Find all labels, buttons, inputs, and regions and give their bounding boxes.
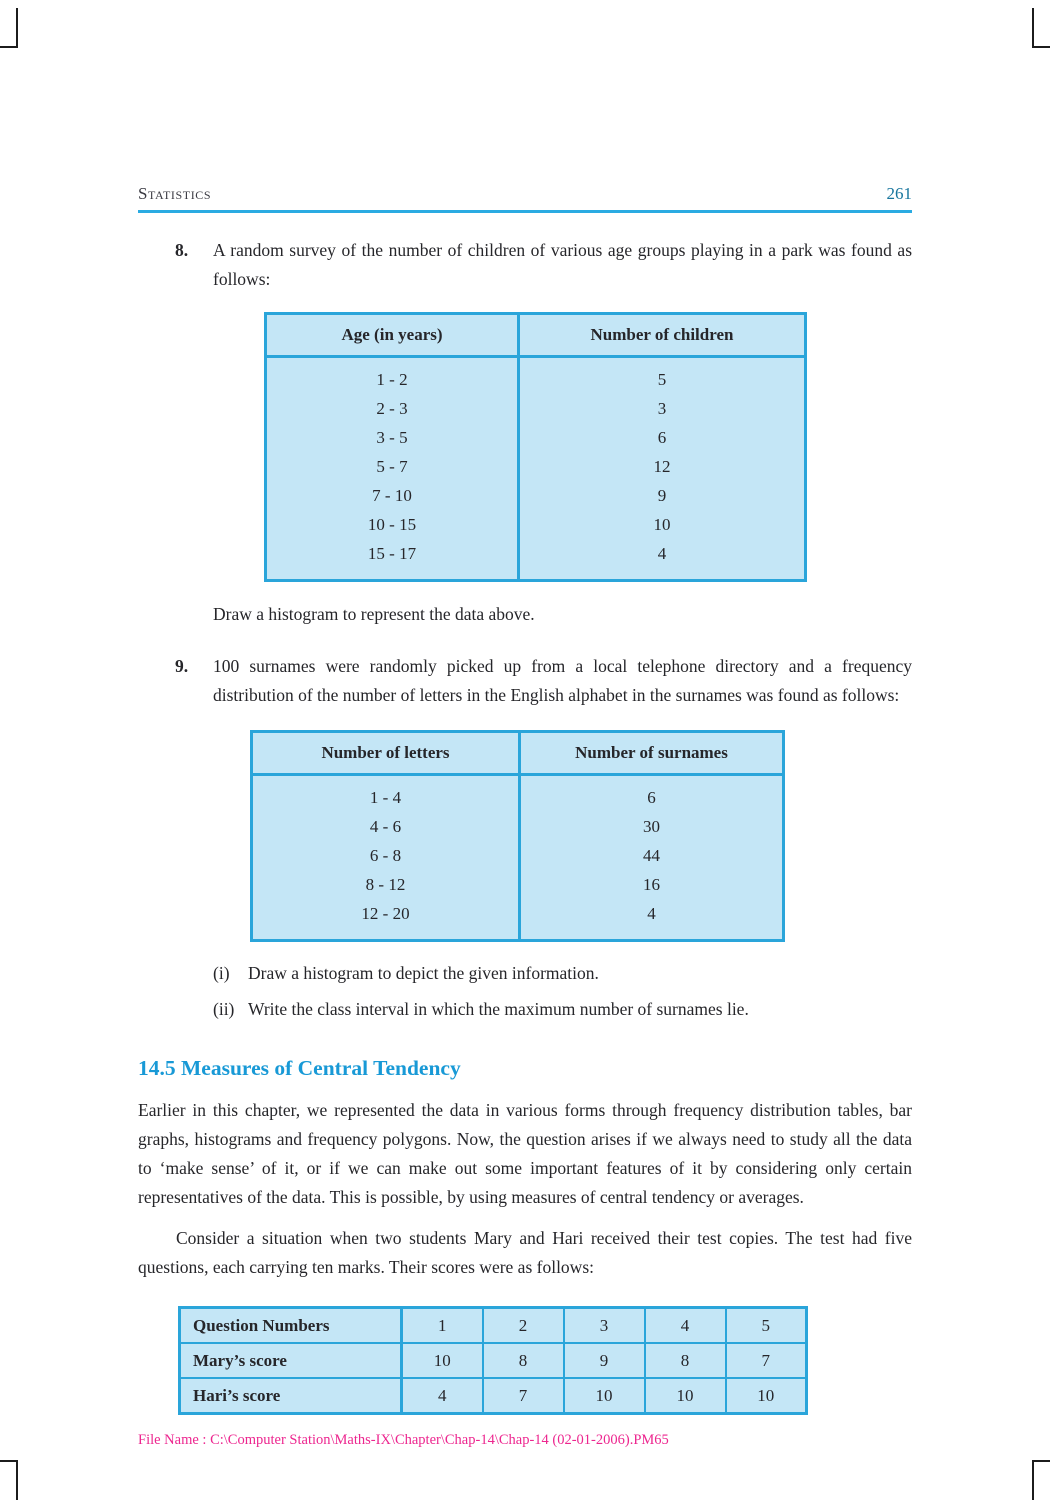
table-cell: 2 - 3 (266, 394, 519, 423)
crop-mark-top-left (0, 8, 18, 48)
section-heading: 14.5 Measures of Central Tendency (138, 1056, 461, 1080)
section-paragraph-2: Consider a situation when two students Mary and Hari received their test copies. The test had five questions, each carrying ten marks. Their scores were as follows: (138, 1228, 912, 1277)
column-header: 5 (726, 1308, 807, 1344)
question-9-part-i (138, 959, 912, 988)
table-cell: Mary’s score (180, 1343, 402, 1378)
table-cell: 12 - 20 (252, 899, 520, 941)
table-row (180, 1378, 807, 1414)
table-cell: 4 (647, 904, 656, 923)
table-row (266, 452, 806, 481)
scores-table (178, 1306, 808, 1415)
table-header-row (252, 732, 784, 775)
table-header-row (180, 1308, 807, 1344)
table-cell: 10 - 15 (266, 510, 519, 539)
table-cell: 12 (653, 457, 671, 476)
table-cell: 10 (402, 1343, 483, 1378)
table-row (266, 423, 806, 452)
table-cell: 3 - 5 (266, 423, 519, 452)
part-ii-label: (ii) (213, 999, 235, 1019)
table-cell: 1 - 4 (252, 775, 520, 813)
table-row (266, 394, 806, 423)
section-paragraph-1: Earlier in this chapter, we represented the data in various forms through frequency distribution tables, bar graphs, histograms and frequency polygons. Now, the question arises if we always need to study all the data to ‘make sense’ of it, or if we can make out some important features of it by considering only certain representatives of the data. This is possible, by using measures of central tendency or averages. (138, 1100, 912, 1207)
table-cell: 10 (564, 1378, 645, 1414)
header-rule (138, 210, 912, 213)
table-row (266, 539, 806, 581)
table-cell: 9 (657, 486, 667, 505)
page-number: 261 (886, 184, 912, 203)
question-9-text: 100 surnames were randomly picked up from a local telephone directory and a frequency distribution of the number of letters in the English alphabet in the surnames was found as follows: (213, 656, 912, 705)
table-cell: 5 (657, 370, 667, 389)
crop-mark-bottom-right (1032, 1460, 1050, 1500)
table-row (252, 870, 784, 899)
table-cell: 3 (657, 399, 667, 418)
page-header (138, 184, 912, 204)
question-8-instruction: Draw a histogram to represent the data above. (213, 604, 535, 624)
question-9-part-ii (138, 995, 912, 1024)
chapter-title: Statistics (138, 184, 212, 203)
table-cell: 6 - 8 (252, 841, 520, 870)
table-row (266, 481, 806, 510)
column-header: 4 (645, 1308, 726, 1344)
column-header: 2 (483, 1308, 564, 1344)
table-cell: 1 - 2 (266, 357, 519, 395)
table-cell: Hari’s score (180, 1378, 402, 1414)
file-name-footer: File Name : C:\Computer Station\Maths-IX\Chapter\Chap-14\Chap-14 (02-01-2006).PM65 (138, 1432, 669, 1448)
table-cell: 15 - 17 (266, 539, 519, 581)
column-header: 1 (402, 1308, 483, 1344)
letters-surnames-table (250, 730, 785, 942)
column-header: 3 (564, 1308, 645, 1344)
table-header-row (266, 314, 806, 357)
table-cell: 9 (564, 1343, 645, 1378)
age-children-table (264, 312, 807, 582)
column-header: Number of letters (252, 732, 520, 775)
column-header: Age (in years) (266, 314, 519, 357)
table-row (252, 775, 784, 813)
question-8-number: 8. (175, 240, 189, 260)
table-cell: 30 (643, 817, 660, 836)
table-cell: 6 (647, 788, 656, 807)
part-i-label: (i) (213, 963, 230, 983)
table-cell: 8 (483, 1343, 564, 1378)
table-cell: 10 (653, 515, 671, 534)
table-cell: 8 (645, 1343, 726, 1378)
page-body (138, 0, 912, 1415)
column-header: Number of surnames (520, 732, 784, 775)
table-row (252, 812, 784, 841)
table-cell: 4 (657, 544, 667, 563)
table-row (252, 899, 784, 941)
table-row (266, 510, 806, 539)
column-header: Number of children (519, 314, 806, 357)
table-row (180, 1343, 807, 1378)
table-cell: 5 - 7 (266, 452, 519, 481)
question-9 (138, 652, 912, 710)
table-row (252, 841, 784, 870)
question-8 (138, 236, 912, 294)
table-cell: 7 - 10 (266, 481, 519, 510)
question-9-number: 9. (175, 656, 189, 676)
table-row (266, 357, 806, 395)
table-cell: 7 (726, 1343, 807, 1378)
part-ii-text: Write the class interval in which the maximum number of surnames lie. (248, 999, 749, 1019)
crop-mark-bottom-left (0, 1460, 18, 1500)
table-cell: 10 (726, 1378, 807, 1414)
table-cell: 44 (643, 846, 660, 865)
table-cell: 10 (645, 1378, 726, 1414)
table-cell: 4 - 6 (252, 812, 520, 841)
part-i-text: Draw a histogram to depict the given information. (248, 963, 599, 983)
table-cell: 4 (402, 1378, 483, 1414)
crop-mark-top-right (1032, 8, 1050, 48)
table-cell: 8 - 12 (252, 870, 520, 899)
table-cell: 7 (483, 1378, 564, 1414)
column-header: Question Numbers (180, 1308, 402, 1344)
table-cell: 16 (643, 875, 660, 894)
table-cell: 6 (657, 428, 667, 447)
question-8-text: A random survey of the number of children of various age groups playing in a park was found as follows: (213, 240, 912, 289)
